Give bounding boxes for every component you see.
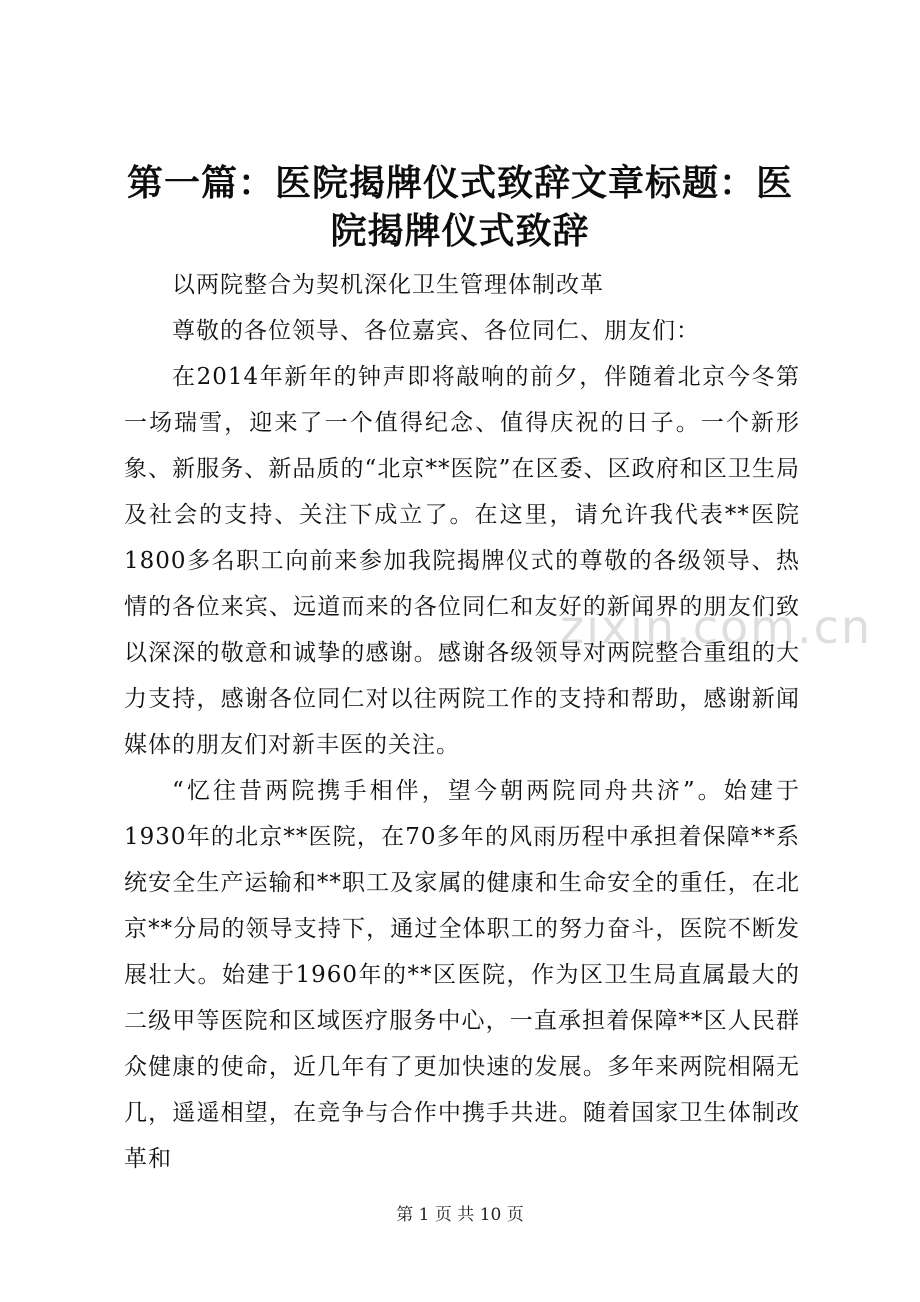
paragraph-subtitle: 以两院整合为契机深化卫生管理体制改革 — [172, 272, 604, 298]
paragraph-1: 在2014年新年的钟声即将敲响的前夕，伴随着北京今冬第一场瑞雪，迎来了一个值得纪念、值得庆祝的日子。一个新形象、新服务、新品质的“北京**医院”在区委、区政府和区卫生局及社会的支持、关注下成立了。在这里，请允许我代表**医院1800多名职工向前来参加我院揭牌仪式的尊敬的各级领导、热情的各位来宾、远道而来的各位同仁和友好的新闻界的朋友们致以深深的敬意和诚挚的感谢。感谢各级领导对两院整合重组的大力支持，感谢各位同仁对以往两院工作的支持和帮助，感谢新闻媒体的朋友们对新丰医的关注。 — [124, 364, 800, 758]
watermark: zixin.com.cn — [560, 600, 873, 654]
document-title: 第一篇：医院揭牌仪式致辞文章标题：医院揭牌仪式致辞 — [126, 163, 793, 252]
paragraph-salutation: 尊敬的各位领导、各位嘉宾、各位同仁、朋友们： — [172, 318, 700, 344]
page-footer: 第 1 页 共 10 页 — [396, 1205, 524, 1225]
document-body — [124, 262, 800, 1182]
paragraph-2: “忆往昔两院携手相伴，望今朝两院同舟共济”。始建于1930年的北京**医院，在70多年的风雨历程中承担着保障**系统安全生产运输和**职工及家属的健康和生命安全的重任，在北京**分局的领导支持下，通过全体职工的努力奋斗，医院不断发展壮大。始建于1960年的**区医院，作为区卫生局直属最大的二级甲等医院和区域医疗服务中心，一直承担着保障**区人民群众健康的使命，近几年有了更加快速的发展。多年来两院相隔无几，遥遥相望，在竞争与合作中携手共进。随着国家卫生体制改革和 — [124, 778, 800, 1172]
